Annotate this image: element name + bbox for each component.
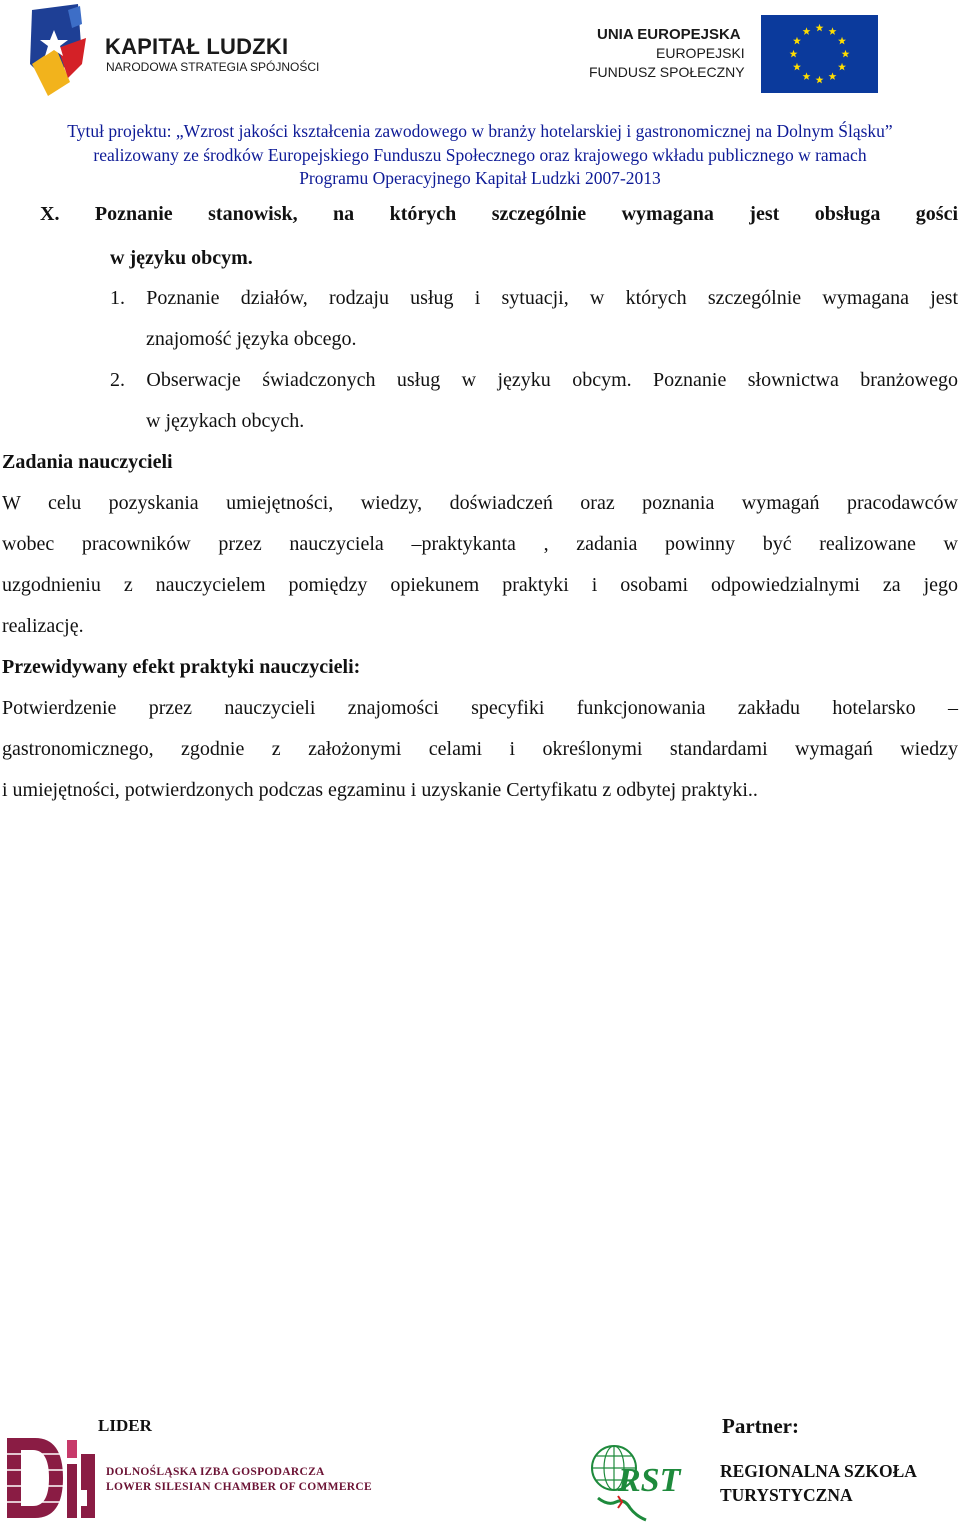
eu-label-line2: EUROPEJSKI <box>656 45 745 61</box>
efekt-paragraph-line: gastronomicznego, zgodnie z założonymi celami i określonymi standardami wymagań wiedzy <box>2 738 958 760</box>
partner-label: Partner: <box>722 1414 799 1438</box>
eu-flag-icon <box>761 15 878 93</box>
list-item-1-continued: znajomość języka obcego. <box>146 328 357 350</box>
dig-logo-icon <box>5 1434 97 1522</box>
section-title-continued: w języku obcym. <box>110 247 253 269</box>
dig-name-en: LOWER SILESIAN CHAMBER OF COMMERCE <box>106 1481 372 1493</box>
rst-name-line1: REGIONALNA SZKOŁA <box>720 1461 917 1481</box>
kapital-ludzki-subtitle: NARODOWA STRATEGIA SPÓJNOŚCI <box>106 60 320 74</box>
eu-label-line1: UNIA EUROPEJSKA <box>597 26 741 43</box>
rst-mark-text: RST <box>618 1462 681 1499</box>
kapital-ludzki-title: KAPITAŁ LUDZKI <box>105 34 289 59</box>
section-title: X. Poznanie stanowisk, na których szczególnie wymagana jest obsługa gości <box>40 203 958 225</box>
lider-label: LIDER <box>98 1416 152 1435</box>
project-funding-line: realizowany ze środków Europejskiego Funduszu Społecznego oraz krajowego wkładu publicznego w ramach <box>93 145 867 165</box>
dig-name-pl: DOLNOŚLĄSKA IZBA GOSPODARCZA <box>106 1466 325 1478</box>
eu-label-line3: FUNDUSZ SPOŁECZNY <box>589 64 745 80</box>
rst-logo-icon <box>588 1436 703 1524</box>
efekt-heading: Przewidywany efekt praktyki nauczycieli: <box>2 656 361 678</box>
list-item-2: 2. Obserwacje świadczonych usług w języku obcym. Poznanie słownictwa branżowego <box>110 369 958 391</box>
efekt-paragraph-line: i umiejętności, potwierdzonych podczas egzaminu i uzyskanie Certyfikatu z odbytej praktyki.. <box>2 779 758 801</box>
zadania-paragraph-line: realizację. <box>2 615 84 637</box>
list-item-1: 1. Poznanie działów, rodzaju usług i sytuacji, w których szczególnie wymagana jest <box>110 287 958 309</box>
rst-name-line2: TURYSTYCZNA <box>720 1485 853 1505</box>
project-title-line: Tytuł projektu: „Wzrost jakości kształcenia zawodowego w branży hotelarskiej i gastronomicznej na Dolnym Śląsku” <box>67 121 893 141</box>
zadania-paragraph-line: W celu pozyskania umiejętności, wiedzy, doświadczeń oraz poznania wymagań pracodawców <box>2 492 958 514</box>
efekt-paragraph-line: Potwierdzenie przez nauczycieli znajomości specyfiki funkcjonowania zakładu hotelarsko – <box>2 697 958 719</box>
zadania-heading: Zadania nauczycieli <box>2 451 173 473</box>
list-item-2-continued: w językach obcych. <box>146 410 305 432</box>
zadania-paragraph-line: uzgodnieniu z nauczycielem pomiędzy opiekunem praktyki i osobami odpowiedzialnymi za jego <box>2 574 958 596</box>
project-programme-line: Programu Operacyjnego Kapitał Ludzki 2007-2013 <box>299 168 661 188</box>
zadania-paragraph-line: wobec pracowników przez nauczyciela –praktykanta , zadania powinny być realizowane w <box>2 533 958 555</box>
